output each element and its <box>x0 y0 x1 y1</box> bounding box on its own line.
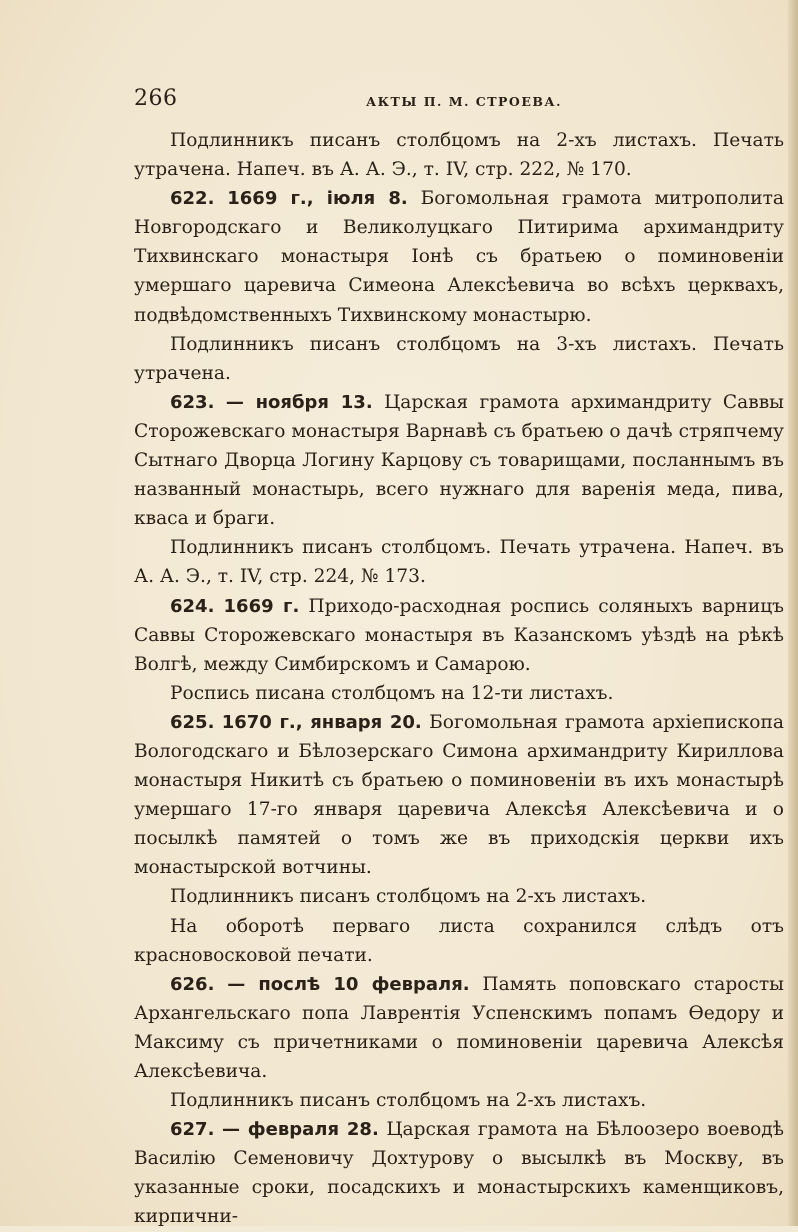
entry-number: 622. <box>170 188 215 210</box>
page-text <box>134 126 784 1232</box>
note-paragraph <box>134 882 784 911</box>
entry-date: — февраля 28. <box>221 1119 379 1141</box>
page-edge <box>788 0 798 1226</box>
note-paragraph <box>134 533 784 591</box>
entry-text: Царская грамота на Бѣлоозеро воеводѣ Василію Семеновичу Дохтурову о высылкѣ въ Москву, въ указанные сроки, посадскихъ и монастырскихъ каменщиковъ, кирпични- <box>134 1119 784 1228</box>
note-paragraph <box>134 330 784 388</box>
entry-623 <box>134 388 784 533</box>
entry-date: 1670 г., января 20. <box>221 711 422 733</box>
entry-626 <box>134 970 784 1086</box>
entry-text: Память поповскаго старосты Архангельскаго попа Лаврентія Успенскимъ попамъ Ѳедору и Максиму съ причетниками о поминовеніи царевича Алексѣя Алексѣевича. <box>134 973 784 1082</box>
paragraph-text: Подлинникъ писанъ столбцомъ на 2-хъ листахъ. <box>170 886 647 908</box>
page-header <box>134 86 734 116</box>
paragraph-text: Подлинникъ писанъ столбцомъ. Печать утрачена. Напеч. въ А. А. Э., т. IV, стр. 224, № 173. <box>134 537 784 588</box>
note-paragraph <box>134 912 784 970</box>
entry-text: Богомольная грамота архіепископа Вологодскаго и Бѣлозерскаго Симона архимандриту Кириллова монастыря Никитѣ съ братьею о поминовеніи въ ихъ монастырѣ умершаго 17-го января царевича Алексѣя Алексѣевича и о посылкѣ памятей о томъ же въ приходскія церкви ихъ монастырской вотчины. <box>134 711 784 879</box>
note-paragraph <box>134 126 784 184</box>
entry-number: 625. <box>170 711 215 733</box>
entry-number: 626. <box>170 973 215 995</box>
note-paragraph <box>134 1086 784 1115</box>
entry-date: 1669 г. <box>223 595 300 617</box>
entry-625 <box>134 708 784 883</box>
entry-624 <box>134 592 784 679</box>
paragraph-text: Роспись писана столбцомъ на 12-ти листахъ. <box>170 682 614 704</box>
entry-number: 627. <box>170 1119 215 1141</box>
entry-text: Царская грамота архимандриту Саввы Сторожевскаго монастыря Варнавѣ съ братьею о дачѣ стряпчему Сытнаго Дворца Логину Карцову съ товарищами, посланнымъ въ названный монастырь, всего нужнаго для варенія меда, пива, кваса и браги. <box>134 391 784 530</box>
entry-number: 623. <box>170 391 215 413</box>
entry-text: Приходо-расходная роспись соляныхъ варницъ Саввы Сторожевскаго монастыря въ Казанскомъ уѣздѣ на рѣкѣ Волгѣ, между Симбирскомъ и Самарою. <box>134 595 785 675</box>
paragraph-text: На оборотѣ перваго листа сохранился слѣдъ отъ красновосковой печати. <box>134 915 784 966</box>
running-title: АКТЫ П. М. СТРОЕВА. <box>366 94 562 109</box>
entry-date: — послѣ 10 февраля. <box>227 973 470 995</box>
paragraph-text: Подлинникъ писанъ столбцомъ на 2-хъ листахъ. <box>170 1090 647 1112</box>
note-paragraph <box>134 679 784 708</box>
page-number: 266 <box>134 86 178 111</box>
entry-622 <box>134 184 784 329</box>
entry-627 <box>134 1115 784 1231</box>
paragraph-text: Подлинникъ писанъ столбцомъ на 3-хъ листахъ. Печать утрачена. <box>134 333 784 384</box>
entry-date: — ноября 13. <box>225 391 373 413</box>
entry-text: Богомольная грамота митрополита Новгородскаго и Великолуцкаго Питирима архимандриту Тихвинскаго монастыря Іонѣ съ братьею о поминовеніи умершаго царевича Симеона Алексѣевича во всѣхъ церквахъ, подвѣдомственныхъ Тихвинскому монастырю. <box>134 188 784 326</box>
entry-date: 1669 г., іюля 8. <box>227 188 408 210</box>
entry-number: 624. <box>170 595 215 617</box>
paragraph-text: Подлинникъ писанъ столбцомъ на 2-хъ листахъ. Печать утрачена. Напеч. въ А. А. Э., т. IV, стр. 222, № 170. <box>134 130 784 181</box>
